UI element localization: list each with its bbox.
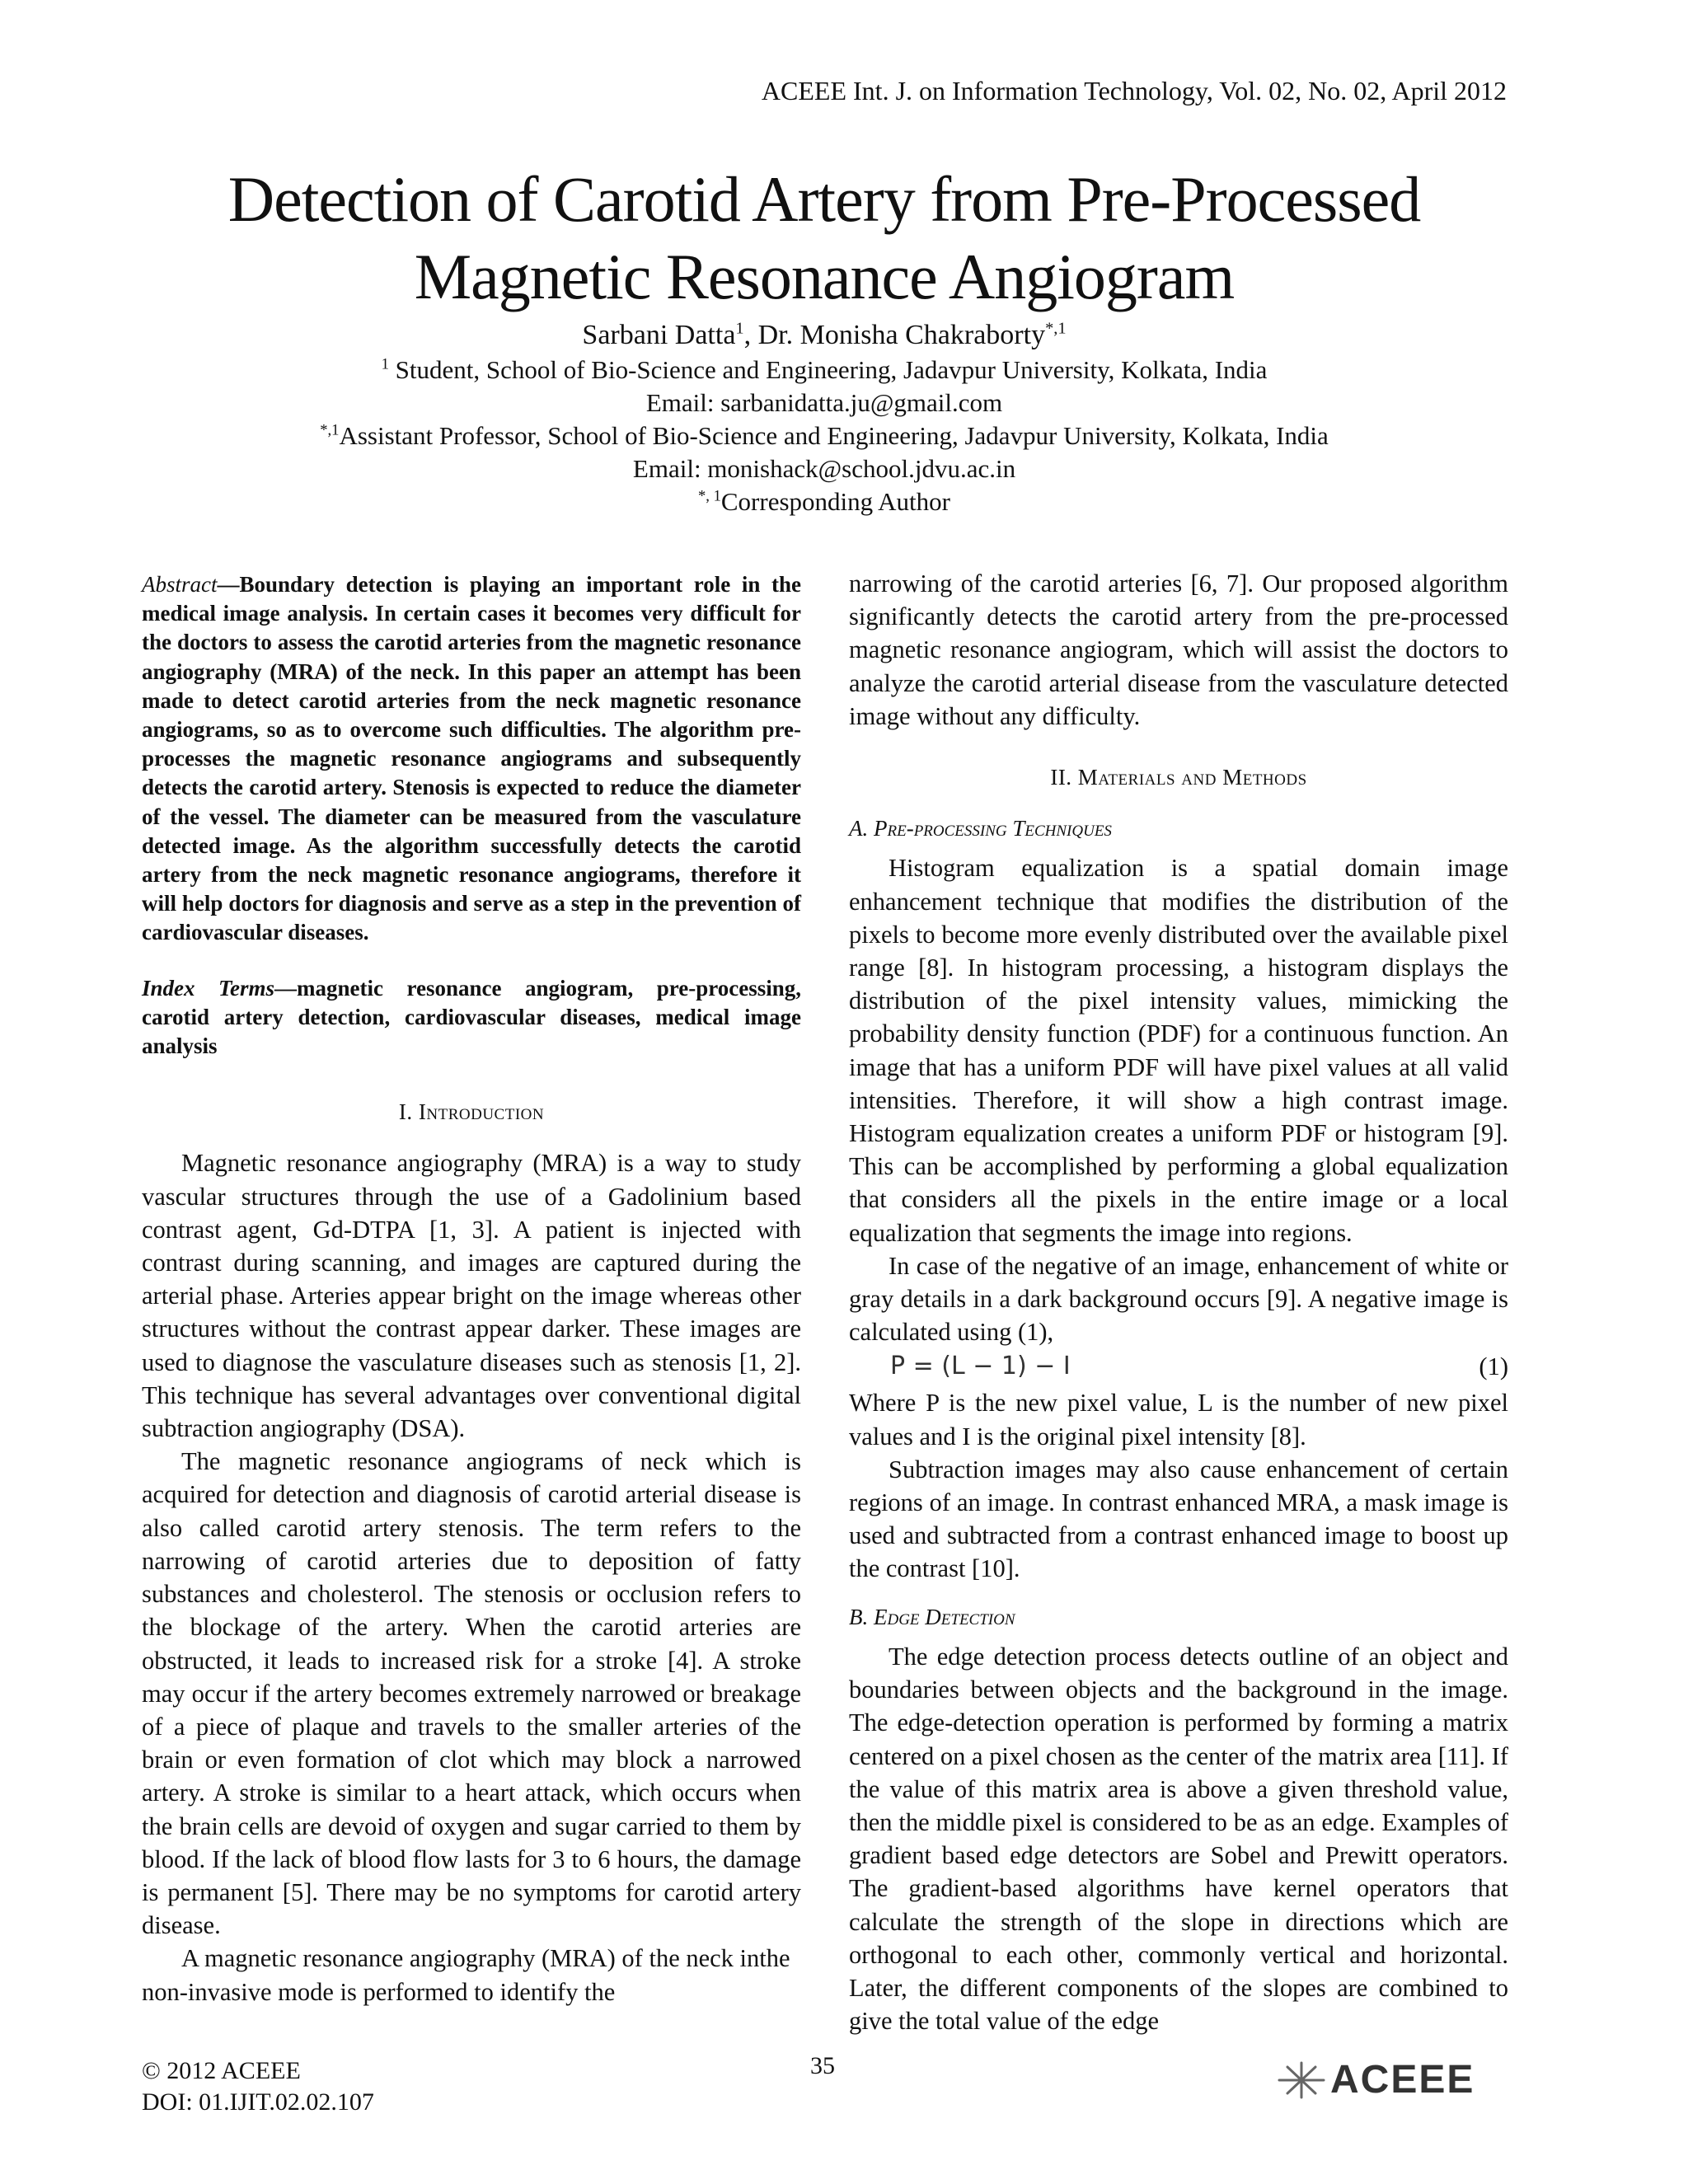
preprocessing-paragraph-3: Where P is the new pixel value, L is the number of new pixel values and I is the original pixel intensity [8]. [849,1389,1508,1451]
author-2: Dr. Monisha Chakraborty [757,320,1046,350]
index-terms-text: —magnetic resonance angiogram, pre-processing, carotid artery detection, cardiovascular diseases, medical image analysis [142,975,801,1059]
edge-detection-paragraph-1: The edge detection process detects outline of an object and boundaries between objects and the background in the image. The edge-detection operation is performed by forming a matrix centered on a pixel chosen as the center of the matrix area [11]. If the value of this matrix area is above a given threshold value, then the middle pixel is considered to be as an edge. Examples of gradient based edge detectors are Sobel and Prewitt operators. The gradient-based algorithms have kernel operators that calculate the strength of the slope in directions which are orthogonal to each other, commonly vertical and horizontal. Later, the different components of the slopes are combined to give the total value of the edge [849,1642,1508,2036]
star-burst-icon [1276,2060,1327,2101]
section-heading-introduction: I. Introduction [398,1099,545,1125]
affiliation-1 [0,354,1648,387]
corresponding-author [0,485,1648,518]
title-line-1: Detection of Carotid Artery from Pre-Processed [227,163,1421,235]
aceee-logo [1276,2057,1475,2102]
intro-continuation: narrowing of the carotid arteries [6, 7]. Our proposed algorithm significantly detects the carotid artery from the pre-processed magnetic resonance angiogram, which will assist the doctors to analyze the carotid arterial disease from the vasculature detected image without any difficulty. [849,569,1508,730]
abstract-lead: Abstract [142,572,218,597]
index-terms-lead: Index Terms [142,975,275,1001]
affiliation-2-text: Assistant Professor, School of Bio-Science and Engineering, Jadavpur University, Kolkata, India [339,421,1329,450]
subsection-heading-preprocessing: A. Pre-processing Techniques [849,816,1112,841]
corresponding-sup: *, 1 [697,487,721,505]
left-column [142,570,801,2008]
index-terms [142,974,801,1062]
preprocessing-paragraph-4: Subtraction images may also cause enhancement of certain regions of an image. In contrast enhanced MRA, a mask image is used and subtracted from a contrast enhanced image to boost up the contrast [10]. [849,1455,1508,1583]
footer-left [142,2055,374,2118]
abstract [142,570,801,948]
abstract-text: —Boundary detection is playing an important role in the medical image analysis. In certain cases it becomes very difficult for the doctors to assess the carotid arteries from the magnetic resonance angiography (MRA) of the neck. In this paper an attempt has been made to detect carotid arteries from the neck magnetic resonance angiograms, so as to overcome such difficulties. The algorithm pre-processes the magnetic resonance angiograms and subsequently detects the carotid artery. Stenosis is expected to reduce the diameter of the vessel. The diameter can be measured from the vasculature detected image. As the algorithm successfully detects the carotid artery from the neck magnetic resonance angiograms, therefore it will help doctors for diagnosis and serve as a step in the prevention of cardiovascular diseases. [142,572,801,945]
intro-paragraph-3: A magnetic resonance angiography (MRA) of the neck inthe non-invasive mode is performed to identify the [142,1944,790,2006]
author-1-sup: 1 [735,319,744,338]
journal-header: ACEEE Int. J. on Information Technology, Vol. 02, No. 02, April 2012 [761,76,1507,105]
doi: DOI: 01.IJIT.02.02.107 [142,2088,374,2116]
email-1: Email: sarbanidatta.ju@gmail.com [645,388,1003,417]
affiliation-1-text: Student, School of Bio-Science and Engineering, Jadavpur University, Kolkata, India [388,355,1268,384]
author-separator: , [743,320,758,350]
section-heading-materials-methods: II. Materials and Methods [1050,765,1307,790]
right-column [849,567,1508,2037]
author-2-sup: *,1 [1045,319,1067,338]
intro-paragraph-2: The magnetic resonance angiograms of neck which is acquired for detection and diagnosis of carotid arterial disease is also called carotid artery stenosis. The term refers to the narrowing of carotid arteries due to deposition of fatty substances and cholesterol. The stenosis or occlusion refers to the blockage of the artery. When the carotid arteries are obstructed, it leads to increased risk for a stroke [4]. A stroke may occur if the artery becomes extremely narrowed or breakage of a piece of plaque and travels to the smaller arteries of the brain or even formation of clot which may block a narrowed artery. A stroke is similar to a heart attack, which occurs when the brain cells are devoid of oxygen and sugar carried to them by blood. If the lack of blood flow lasts for 3 to 6 hours, the damage is permanent [5]. There may be no symptoms for carotid artery disease. [142,1447,801,1940]
page-number: 35 [810,2052,835,2079]
email-2: Email: monishack@school.jdvu.ac.in [632,454,1016,483]
subsection-heading-edge-detection: B. Edge Detection [849,1604,1015,1629]
preprocessing-paragraph-2: In case of the negative of an image, enhancement of white or gray details in a dark background occurs [9]. A negative image is calculated using (1), [849,1251,1508,1347]
affiliation-1-sup: 1 [381,355,389,373]
intro-paragraph-1: Magnetic resonance angiography (MRA) is a way to study vascular structures through the use of a Gadolinium based contrast agent, Gd-DTPA [1, 3]. A patient is injected with contrast during scanning, and images are captured during the arterial phase. Arteries appear bright on the image whereas other structures without the contrast appear darker. These images are used to diagnose the vasculature diseases such as stenosis [1, 2]. This technique has several advantages over conventional digital subtraction angiography (DSA). [142,1149,801,1443]
equation: P = (L − 1) − I [890,1352,1071,1381]
author-1: Sarbani Datta [582,320,736,350]
equation-row [849,1350,1508,1385]
logo-text: ACEEE [1330,2058,1475,2102]
author-line [0,317,1648,354]
paper-title [0,161,1648,316]
affiliation-2 [0,419,1648,452]
copyright: © 2012 ACEEE [142,2057,301,2084]
equation-number: (1) [1479,1352,1508,1381]
corresponding-text: Corresponding Author [720,487,950,516]
title-line-2: Magnetic Resonance Angiogram [414,241,1235,312]
authors-block [0,317,1648,518]
affiliation-2-sup: *,1 [320,421,340,439]
preprocessing-paragraph-1: Histogram equalization is a spatial domain image enhancement technique that modifies the distribution of the pixels to become more evenly distributed over the available pixel range [8]. In histogram processing, a histogram displays the distribution of the pixel intensity values, mimicking the probability density function (PDF) for a continuous function. An image that has a uniform PDF will have pixel values at all valid intensities. Therefore, it will show a high contrast image. Histogram equalization creates a uniform PDF or histogram [9]. This can be accomplished by performing a global equalization that considers all the pixels in the entire image or a local equalization that segments the image into regions. [849,854,1508,1247]
